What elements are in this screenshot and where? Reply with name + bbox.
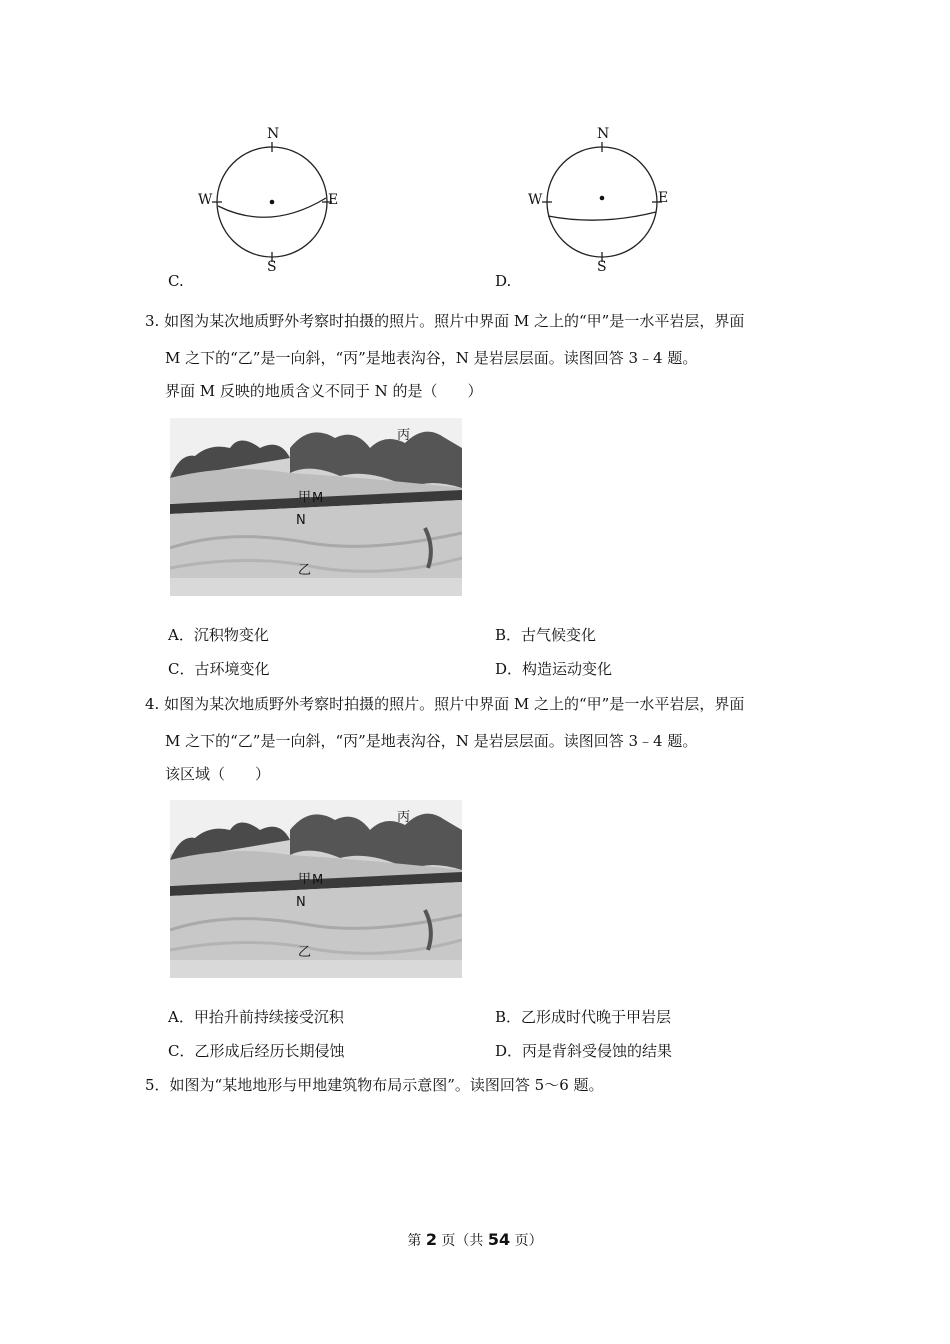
footer-total-pages: 54 [487, 1230, 511, 1249]
q5-stem: ．如图为“某地地形与甲地建筑物布局示意图”。读图回答 5～6 题。 [154, 1076, 604, 1094]
q4-option-c-letter: C． [168, 1042, 195, 1060]
q4-stem-line1 [145, 694, 744, 714]
q4-option-b-text: 乙形成时代晚于甲岩层 [521, 1008, 672, 1026]
q4-stem-text1: . 如图为某次地质野外考察时拍摄的照片。照片中界面 M 之上的“甲”是一水平岩层，界面 [154, 695, 745, 713]
compass-diagram-c [190, 122, 350, 282]
q4-option-c-text: 乙形成后经历长期侵蚀 [194, 1042, 345, 1060]
q4-option-a[interactable] [168, 1007, 344, 1027]
q3-option-a-letter: A． [168, 626, 194, 644]
q3-option-a[interactable] [168, 625, 269, 645]
q3-label-jia: 甲 [298, 490, 312, 505]
q3-option-d-letter: D． [495, 660, 523, 678]
q4-stem-line2: M 之下的“乙”是一向斜，“丙”是地表沟谷，N 是岩层层面。读图回答 3﹣4 题。 [165, 732, 698, 750]
compass-d-center-dot [600, 196, 605, 201]
q3-number: 3 [145, 312, 155, 330]
compass-c-east-label: E [328, 192, 339, 208]
q3-question: 界面 M 反映的地质含义不同于 N 的是（ ） [165, 382, 483, 400]
compass-d-horizon-arc [548, 212, 656, 220]
q4-label-m: M [312, 873, 324, 888]
compass-c-svg [190, 122, 350, 282]
q3-option-d[interactable] [495, 659, 612, 679]
q3-option-d-text: 构造运动变化 [522, 660, 613, 678]
q3-geology-photo [170, 418, 462, 596]
q4-option-c[interactable] [168, 1041, 345, 1061]
q4-geology-photo [170, 800, 462, 978]
q3-label-n: N [296, 513, 306, 528]
q3-option-a-text: 沉积物变化 [193, 626, 269, 644]
compass-c-center-dot [270, 200, 275, 205]
q3-stem-text1: . 如图为某次地质野外考察时拍摄的照片。照片中界面 M 之上的“甲”是一水平岩层，界面 [154, 312, 745, 330]
q3-photo-svg [170, 418, 462, 596]
compass-c-west-label: W [198, 192, 213, 208]
question-5 [145, 1075, 604, 1095]
compass-d-south-label: S [597, 259, 607, 275]
q4-option-d-text: 丙是背斜受侵蚀的结果 [522, 1042, 673, 1060]
compass-c-north-label: N [267, 126, 280, 142]
q3-option-b-text: 古气候变化 [521, 626, 597, 644]
q3-label-yi: 乙 [298, 563, 312, 578]
q4-label-yi: 乙 [298, 945, 312, 960]
q4-option-d[interactable] [495, 1041, 672, 1061]
q3-option-c-text: 古环境变化 [194, 660, 270, 678]
q4-option-b-letter: B． [495, 1008, 522, 1026]
q3-option-b-letter: B． [495, 626, 522, 644]
q4-photo-svg [170, 800, 462, 978]
footer-page-number: 2 [425, 1230, 437, 1249]
q4-label-n: N [296, 895, 306, 910]
q4-option-d-letter: D． [495, 1042, 523, 1060]
compass-d-svg [520, 122, 680, 282]
q4-label-bing: 丙 [397, 810, 411, 825]
q4-option-a-letter: A． [168, 1008, 194, 1026]
q4-option-a-text: 甲抬升前持续接受沉积 [193, 1008, 344, 1026]
q4-number: 4 [145, 695, 155, 713]
q3-option-c-letter: C． [168, 660, 195, 678]
compass-c-south-label: S [267, 259, 277, 275]
q3-stem-line1 [145, 311, 744, 331]
q3-option-c[interactable] [168, 659, 270, 679]
compass-d-circle [547, 147, 657, 257]
q3-option-b[interactable] [495, 625, 596, 645]
page-footer [0, 1230, 950, 1250]
q5-number: 5 [145, 1076, 155, 1094]
footer-middle: 页（共 [436, 1233, 488, 1249]
compass-diagram-d [520, 122, 680, 282]
option-c-label: C. [168, 272, 184, 290]
q4-question: 该区域（ ） [165, 765, 271, 783]
footer-suffix: 页） [510, 1233, 543, 1249]
compass-d-west-label: W [528, 192, 543, 208]
q4-label-jia: 甲 [298, 872, 312, 887]
q4-option-b[interactable] [495, 1007, 671, 1027]
compass-d-north-label: N [597, 126, 610, 142]
footer-prefix: 第 [407, 1233, 426, 1249]
q3-label-m: M [312, 491, 324, 506]
option-d-label: D. [495, 272, 512, 290]
compass-d-east-label: E [658, 190, 669, 206]
q3-label-bing: 丙 [397, 428, 411, 443]
q3-stem-line2: M 之下的“乙”是一向斜，“丙”是地表沟谷，N 是岩层层面。读图回答 3﹣4 题。 [165, 349, 698, 367]
